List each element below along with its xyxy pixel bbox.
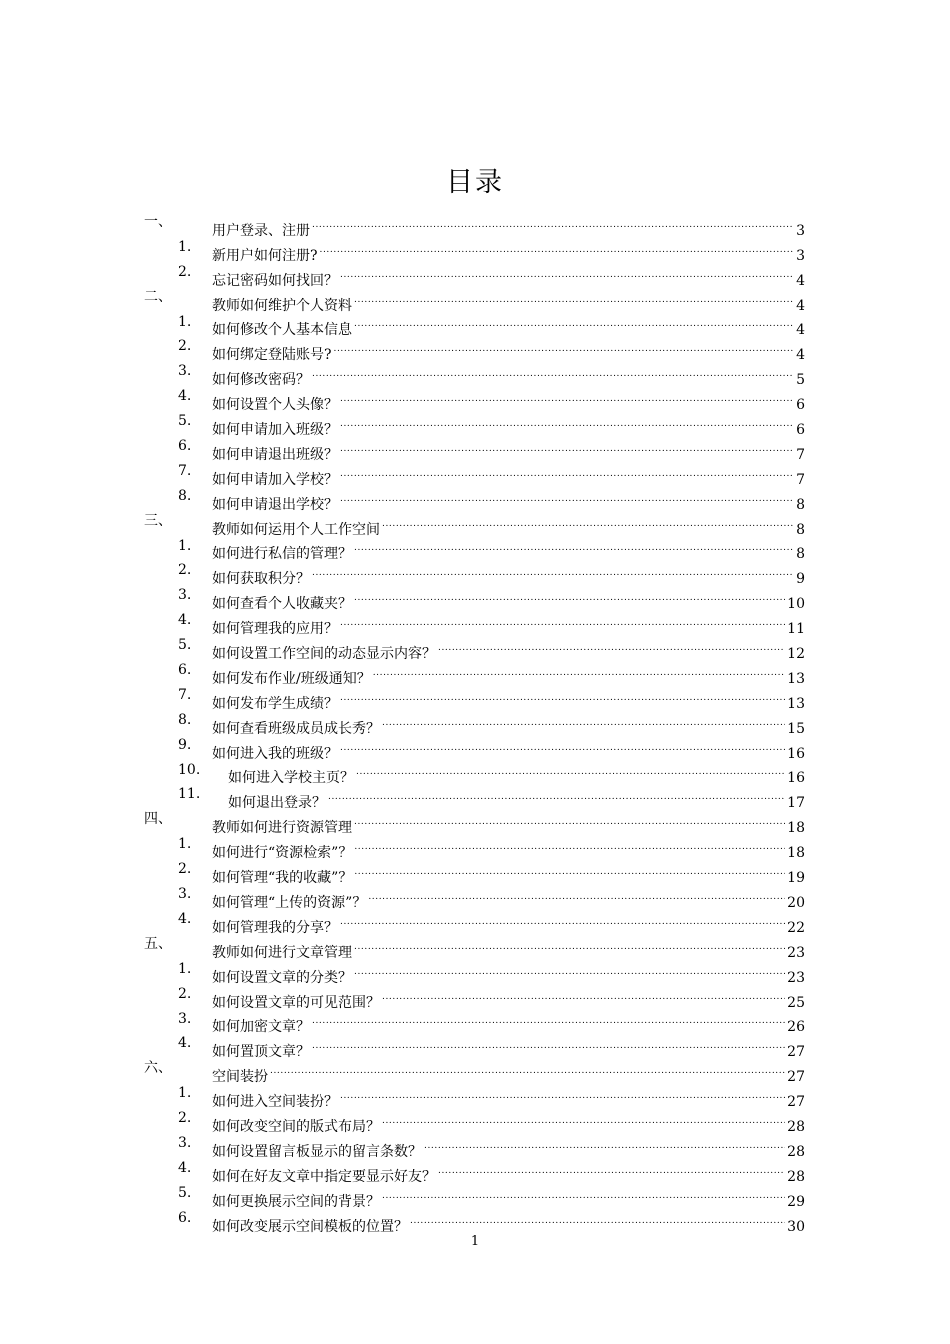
toc-entry-page: 20 — [787, 894, 805, 911]
toc-dot-leader — [354, 310, 793, 335]
toc-entry-number: 4. — [178, 388, 192, 405]
toc-section-entry[interactable] — [0, 758, 950, 787]
toc-entry-title[interactable]: 教师如何维护个人资料 — [212, 297, 352, 314]
toc-section-entry[interactable] — [0, 434, 950, 463]
toc-section-entry[interactable] — [0, 1206, 950, 1235]
toc-entry-page: 18 — [787, 820, 805, 837]
toc-dot-leader — [340, 683, 785, 708]
toc-chapter-entry[interactable] — [0, 285, 950, 314]
toc-entry-number: 2. — [178, 861, 192, 878]
toc-entry-title[interactable]: 如何管理我的应用？ — [212, 621, 338, 638]
toc-entry-number: 3. — [178, 363, 192, 380]
toc-section-entry[interactable] — [0, 1007, 950, 1036]
toc-section-entry[interactable] — [0, 708, 950, 737]
toc-section-entry[interactable] — [0, 235, 950, 264]
toc-entry-page: 8 — [796, 546, 805, 563]
toc-dot-leader — [312, 558, 793, 583]
toc-dot-leader — [312, 1007, 785, 1032]
toc-entry-page: 23 — [787, 969, 805, 986]
toc-entry-title[interactable]: 如何管理我的分享？ — [212, 919, 338, 936]
toc-entry-title[interactable]: 如何设置个人头像？ — [212, 397, 338, 414]
toc-entry-title[interactable]: 如何设置文章的分类？ — [212, 969, 352, 986]
toc-entry-number: 7. — [178, 462, 192, 479]
toc-entry-title[interactable]: 新用户如何注册? — [212, 247, 318, 264]
toc-section-entry[interactable] — [0, 633, 950, 663]
toc-entry-title[interactable]: 教师如何进行文章管理 — [212, 944, 352, 961]
toc-section-entry[interactable] — [0, 459, 950, 488]
toc-dot-leader — [312, 210, 793, 235]
toc-section-entry[interactable] — [0, 1156, 950, 1185]
toc-entry-page: 7 — [796, 471, 805, 488]
toc-entry-page: 19 — [787, 870, 805, 887]
toc-section-entry[interactable] — [0, 260, 950, 289]
toc-section-entry[interactable] — [0, 733, 950, 762]
toc-entry-title[interactable]: 如何设置留言板显示的留言条数？ — [212, 1143, 422, 1160]
toc-entry-number: 三、 — [144, 512, 172, 529]
toc-entry-page: 3 — [796, 247, 805, 264]
toc-entry-page: 26 — [787, 1019, 805, 1036]
toc-dot-leader — [270, 1056, 785, 1081]
toc-entry-title[interactable]: 如何修改个人基本信息 — [212, 322, 352, 339]
toc-entry-page: 12 — [787, 646, 805, 663]
toc-entry-number: 8. — [178, 711, 192, 728]
toc-entry-page: 15 — [787, 720, 805, 737]
toc-entry-title[interactable]: 如何置顶文章？ — [212, 1044, 310, 1061]
toc-entry-page: 28 — [787, 1143, 805, 1160]
toc-entry-number: 6. — [178, 1209, 192, 1226]
toc-entry-number: 六、 — [144, 1060, 172, 1077]
toc-section-entry[interactable] — [0, 409, 950, 439]
toc-dot-leader — [340, 384, 793, 409]
toc-entry-title[interactable]: 如何加密文章？ — [212, 1019, 310, 1036]
toc-entry-number: 3. — [178, 1134, 192, 1151]
toc-entry-title[interactable]: 如何发布学生成绩？ — [212, 695, 338, 712]
toc-entry-title[interactable]: 如何改变空间的版式布局？ — [212, 1118, 380, 1135]
toc-entry-title[interactable]: 如何绑定登陆账号? — [212, 347, 332, 364]
toc-section-entry[interactable] — [0, 583, 950, 613]
toc-section-entry[interactable] — [0, 683, 950, 712]
toc-entry-number: 5. — [178, 1184, 192, 1201]
toc-dot-leader — [340, 434, 793, 459]
toc-dot-leader — [382, 1106, 785, 1131]
toc-entry-title[interactable]: 用户登录、注册 — [212, 222, 310, 239]
toc-entry-page: 13 — [787, 670, 805, 687]
toc-entry-page: 4 — [796, 322, 805, 339]
toc-section-entry[interactable] — [0, 1131, 950, 1160]
toc-dot-leader — [328, 782, 785, 807]
toc-dot-leader — [354, 957, 785, 982]
toc-entry-number: 1. — [178, 960, 192, 977]
toc-entry-number: 3. — [178, 1010, 192, 1027]
toc-entry-number: 5. — [178, 637, 192, 654]
toc-section-entry[interactable] — [0, 310, 950, 339]
toc-entry-title[interactable]: 如何退出登录？ — [228, 795, 326, 812]
toc-entry-title[interactable]: 如何发布作业/班级通知？ — [212, 670, 371, 687]
toc-dot-leader — [354, 832, 785, 857]
toc-section-entry[interactable] — [0, 907, 950, 936]
toc-section-entry[interactable] — [0, 484, 950, 513]
toc-entry-number: 五、 — [144, 935, 172, 952]
toc-entry-number: 6. — [178, 438, 192, 455]
toc-entry-title[interactable]: 如何申请退出班级？ — [212, 446, 338, 463]
toc-entry-number: 一、 — [144, 214, 172, 230]
toc-entry-title[interactable]: 如何设置文章的可见范围？ — [212, 994, 380, 1011]
toc-entry-page: 6 — [796, 397, 805, 414]
toc-dot-leader — [382, 1181, 785, 1206]
toc-entry-number: 1. — [178, 313, 192, 330]
toc-entry-number: 1. — [178, 1085, 192, 1102]
toc-entry-page: 4 — [796, 347, 805, 364]
toc-entry-title[interactable]: 教师如何运用个人工作空间 — [212, 521, 380, 538]
toc-entry-page: 8 — [796, 496, 805, 513]
toc-dot-leader — [340, 1081, 785, 1106]
toc-dot-leader — [354, 285, 793, 310]
toc-dot-leader — [312, 359, 793, 384]
toc-entry-page: 3 — [796, 222, 805, 239]
page-number: 1 — [470, 1234, 480, 1249]
page-title: 目录 — [446, 167, 504, 198]
toc-section-entry[interactable] — [0, 1081, 950, 1111]
toc-entry-number: 3. — [178, 886, 192, 903]
toc-dot-leader — [354, 932, 785, 957]
toc-entry-number: 2. — [178, 985, 192, 1002]
toc-dot-leader — [438, 633, 785, 658]
toc-entry-page: 28 — [787, 1118, 805, 1135]
toc-entry-number: 6. — [178, 662, 192, 679]
toc-entry-number: 10. — [178, 761, 201, 778]
toc-section-entry[interactable] — [0, 957, 950, 986]
toc-entry-page: 27 — [787, 1044, 805, 1061]
toc-dot-leader — [354, 534, 793, 559]
toc-entry-title[interactable]: 如何查看个人收藏夹？ — [212, 596, 352, 613]
toc-entry-title[interactable]: 如何进行私信的管理？ — [212, 546, 352, 563]
toc-entry-number: 1. — [178, 238, 192, 255]
toc-entry-page: 11 — [787, 621, 805, 638]
toc-section-entry[interactable] — [0, 1181, 950, 1210]
toc-entry-number: 1. — [178, 836, 192, 853]
toc-entry-title[interactable]: 如何申请加入学校？ — [212, 471, 338, 488]
toc-chapter-entry[interactable] — [0, 210, 950, 239]
toc-dot-leader — [438, 1156, 785, 1181]
toc-entry-number: 5. — [178, 413, 192, 430]
toc-entry-number: 2. — [178, 562, 192, 579]
toc-entry-title[interactable]: 如何进入学校主页？ — [228, 770, 354, 787]
toc-entry-page: 27 — [787, 1094, 805, 1111]
toc-entry-number: 4. — [178, 910, 192, 927]
toc-dot-leader — [356, 758, 785, 783]
toc-entry-number: 二、 — [144, 288, 172, 305]
toc-entry-page: 22 — [787, 919, 805, 936]
toc-entry-page: 16 — [787, 770, 805, 787]
toc-dot-leader — [382, 982, 785, 1007]
toc-entry-number: 3. — [178, 587, 192, 604]
toc-section-entry[interactable] — [0, 334, 950, 364]
toc-entry-title[interactable]: 如何获取积分？ — [212, 571, 310, 588]
toc-entry-page: 7 — [796, 446, 805, 463]
toc-dot-leader — [340, 907, 785, 932]
toc-entry-title[interactable]: 如何管理“上传的资源”？ — [212, 894, 367, 911]
toc-entry-page: 9 — [796, 571, 805, 588]
toc-entry-page: 30 — [787, 1218, 805, 1235]
toc-entry-number: 8. — [178, 487, 192, 504]
toc-entry-title[interactable]: 如何申请加入班级？ — [212, 422, 338, 439]
toc-entry-title[interactable]: 如何管理“我的收藏”？ — [212, 870, 353, 887]
table-of-contents — [0, 210, 950, 1235]
toc-section-entry[interactable] — [0, 857, 950, 887]
toc-dot-leader — [354, 807, 785, 832]
toc-entry-page: 4 — [796, 297, 805, 314]
toc-entry-title[interactable]: 如何更换展示空间的背景？ — [212, 1193, 380, 1210]
toc-entry-title[interactable]: 如何申请退出学校？ — [212, 496, 338, 513]
toc-entry-title[interactable]: 教师如何进行资源管理 — [212, 820, 352, 837]
toc-entry-title[interactable]: 忘记密码如何找回？ — [212, 272, 338, 289]
toc-entry-title[interactable]: 如何设置工作空间的动态显示内容？ — [212, 646, 436, 663]
toc-dot-leader — [340, 484, 793, 509]
toc-entry-number: 4. — [178, 1159, 192, 1176]
toc-dot-leader — [424, 1131, 785, 1156]
toc-dot-leader — [382, 708, 785, 733]
toc-dot-leader — [368, 882, 785, 907]
toc-entry-page: 27 — [787, 1069, 805, 1086]
toc-section-entry[interactable] — [0, 1106, 950, 1135]
toc-entry-page: 6 — [796, 422, 805, 439]
toc-dot-leader — [373, 658, 785, 683]
toc-dot-leader — [320, 235, 793, 260]
toc-section-entry[interactable] — [0, 384, 950, 414]
toc-entry-page: 16 — [787, 745, 805, 762]
toc-entry-number: 11. — [178, 786, 201, 803]
toc-dot-leader — [354, 857, 785, 882]
toc-chapter-entry[interactable] — [0, 932, 950, 961]
toc-section-entry[interactable] — [0, 658, 950, 687]
toc-entry-title[interactable]: 如何改变展示空间模板的位置？ — [212, 1218, 408, 1235]
toc-dot-leader — [340, 409, 793, 434]
toc-section-entry[interactable] — [0, 832, 950, 862]
toc-entry-title[interactable]: 如何在好友文章中指定要显示好友？ — [212, 1168, 436, 1185]
toc-entry-number: 2. — [178, 338, 192, 355]
toc-dot-leader — [340, 733, 785, 758]
toc-entry-page: 8 — [796, 521, 805, 538]
toc-dot-leader — [312, 1031, 785, 1056]
toc-entry-number: 4. — [178, 1035, 192, 1052]
toc-dot-leader — [354, 583, 785, 608]
toc-section-entry[interactable] — [0, 982, 950, 1011]
toc-section-entry[interactable] — [0, 359, 950, 389]
toc-section-entry[interactable] — [0, 608, 950, 638]
toc-entry-number: 1. — [178, 537, 192, 554]
toc-entry-page: 10 — [787, 596, 805, 613]
toc-section-entry[interactable] — [0, 882, 950, 911]
toc-section-entry[interactable] — [0, 534, 950, 563]
toc-entry-number: 2. — [178, 263, 192, 280]
toc-dot-leader — [340, 459, 793, 484]
toc-entry-title[interactable]: 如何查看班级成员成长秀？ — [212, 720, 380, 737]
toc-chapter-entry[interactable] — [0, 1056, 950, 1086]
toc-entry-number: 2. — [178, 1110, 192, 1127]
toc-dot-leader — [410, 1206, 785, 1231]
toc-chapter-entry[interactable] — [0, 807, 950, 837]
toc-entry-title[interactable]: 空间装扮 — [212, 1069, 268, 1086]
toc-entry-title[interactable]: 如何进入空间装扮？ — [212, 1094, 338, 1111]
toc-dot-leader — [334, 334, 793, 359]
toc-entry-page: 17 — [787, 795, 805, 812]
toc-entry-page: 23 — [787, 944, 805, 961]
toc-entry-page: 25 — [787, 994, 805, 1011]
toc-entry-page: 5 — [796, 372, 805, 389]
toc-entry-title[interactable]: 如何进行“资源检索”？ — [212, 845, 353, 862]
toc-section-entry[interactable] — [0, 782, 950, 812]
toc-entry-number: 4. — [178, 612, 192, 629]
toc-entry-number: 四、 — [144, 811, 172, 828]
toc-dot-leader — [340, 608, 785, 633]
toc-chapter-entry[interactable] — [0, 509, 950, 538]
toc-entry-page: 28 — [787, 1168, 805, 1185]
toc-dot-leader — [340, 260, 793, 285]
toc-entry-title[interactable]: 如何修改密码？ — [212, 372, 310, 389]
toc-entry-page: 29 — [787, 1193, 805, 1210]
toc-section-entry[interactable] — [0, 1031, 950, 1061]
toc-entry-page: 13 — [787, 695, 805, 712]
toc-entry-number: 9. — [178, 736, 192, 753]
toc-entry-number: 7. — [178, 686, 192, 703]
toc-entry-page: 18 — [787, 845, 805, 862]
toc-entry-page: 4 — [796, 272, 805, 289]
toc-section-entry[interactable] — [0, 558, 950, 588]
toc-dot-leader — [382, 509, 793, 534]
toc-entry-title[interactable]: 如何进入我的班级？ — [212, 745, 338, 762]
